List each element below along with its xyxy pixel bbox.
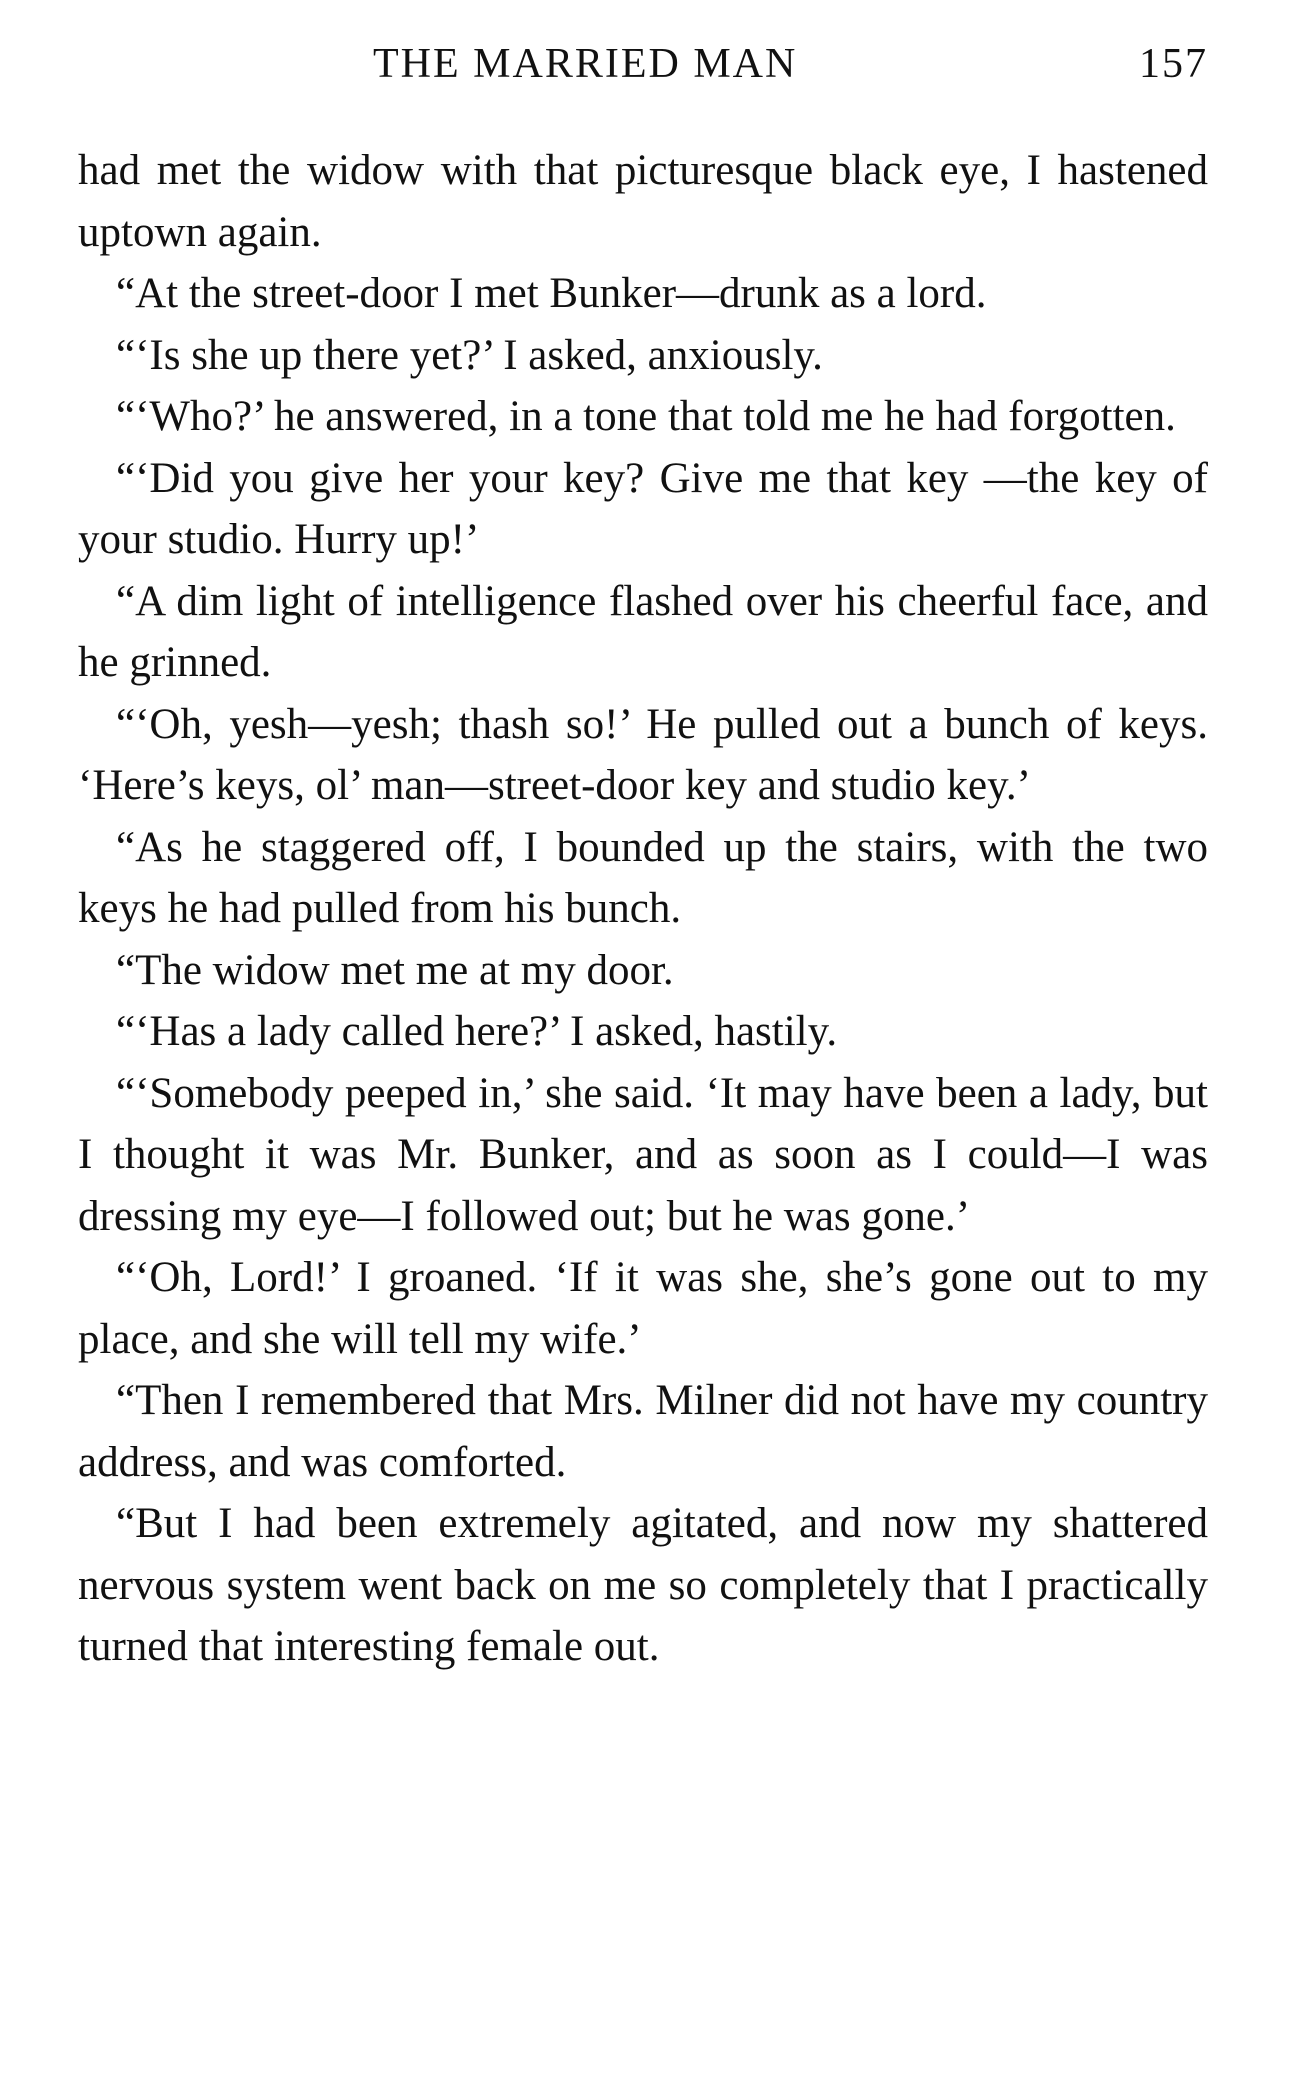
paragraph: “‘Is she up there yet?’ I asked, anxiously. <box>116 331 823 379</box>
paragraph: “Then I remembered that Mrs. Milner did not have my country address, and was comforted. <box>78 1377 1208 1486</box>
paragraph: “‘Oh, yesh—yesh; thash so!’ He pulled out a bunch of keys. ‘Here’s keys, ol’ man—street-door key and studio key.’ <box>78 700 1208 809</box>
paragraph: “A dim light of intelligence flashed over his cheerful face, and he grinned. <box>78 577 1208 686</box>
page-header <box>78 40 1208 104</box>
paragraph: “‘Oh, Lord!’ I groaned. ‘If it was she, she’s gone out to my place, and she will tell my wife.’ <box>78 1254 1208 1363</box>
paragraph: had met the widow with that picturesque black eye, I hastened uptown again. <box>78 147 1208 256</box>
paragraph: “‘Has a lady called here?’ I asked, hastily. <box>116 1008 838 1055</box>
paragraph: “‘Did you give her your key? Give me that key —the key of your studio. Hurry up!’ <box>78 454 1208 563</box>
paragraph: “As he staggered off, I bounded up the stairs, with the two keys he had pulled from his bunch. <box>78 823 1208 932</box>
paragraph: “The widow met me at my door. <box>116 946 674 994</box>
paragraph: “‘Who?’ he answered, in a tone that told me he had forgotten. <box>116 393 1176 440</box>
paragraph: “‘Somebody peeped in,’ she said. ‘It may have been a lady, but I thought it was Mr. Bunker, and as soon as I could—I was dressing my eye—I followed out; but he was gone.’ <box>78 1069 1208 1240</box>
paragraph: “But I had been extremely agitated, and now my shattered nervous system went back on me so completely that I practically turned that interesting female out. <box>78 1500 1208 1670</box>
running-head: THE MARRIED MAN <box>373 41 798 87</box>
paragraph: “At the street-door I met Bunker—drunk as a lord. <box>116 270 987 317</box>
book-page <box>78 40 1208 1678</box>
body-text <box>78 140 1208 1678</box>
page-number: 157 <box>1139 41 1208 87</box>
